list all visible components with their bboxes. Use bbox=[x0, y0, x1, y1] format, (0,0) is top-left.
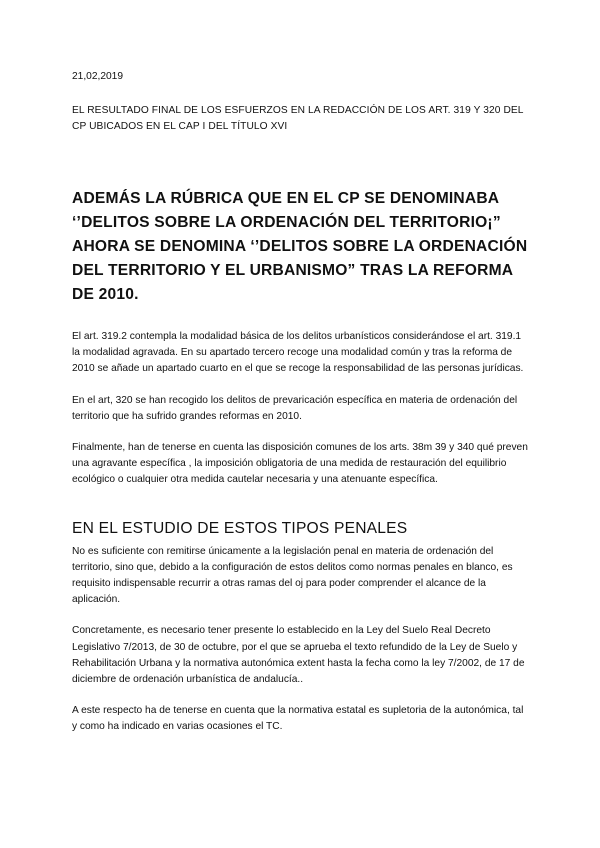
document-subtitle: EL RESULTADO FINAL DE LOS ESFUERZOS EN LA REDACCIÓN DE LOS ART. 319 Y 320 DEL CP UBICADOS EN EL CAP I DEL TÍTULO XVI bbox=[72, 105, 524, 132]
section-heading: EN EL ESTUDIO DE ESTOS TIPOS PENALES bbox=[72, 519, 408, 537]
document-date: 21,02,2019 bbox=[72, 71, 123, 82]
paragraph-art-320: En el art, 320 se han recogido los delitos de prevaricación específica en materia de ordenación del territorio que ha sufrido grandes reformas en 2010. bbox=[72, 394, 518, 422]
document-page bbox=[72, 70, 528, 736]
paragraph-art-319: El art. 319.2 contempla la modalidad básica de los delitos urbanísticos considerándose el art. 319.1 la modalidad agravada. En su apartado tercero recoge una modalidad común y tras la reforma de 2010 se añade un apartado cuarto en el que se recoge la responsabilidad de las personas jurídicas. bbox=[72, 331, 524, 375]
paragraph-disposiciones-comunes: Finalmente, han de tenerse en cuenta las disposición comunes de los arts. 38m 39 y 340 qué preven una agravante específica , la imposición obligatoria de una medida de restauración del equilibrio ecológico o cualquier otra medida cautelar necesaria y una atenuante específica. bbox=[72, 442, 528, 486]
main-heading: ADEMÁS LA RÚBRICA QUE EN EL CP SE DENOMINABA ‘’DELITOS SOBRE LA ORDENACIÓN DEL TERRITORIO¡” AHORA SE DENOMINA ‘’DELITOS SOBRE LA ORDENACIÓN DEL TERRITORIO Y EL URBANISMO” TRAS LA REFORMA DE 2010. bbox=[72, 190, 528, 303]
paragraph-normas-penales-en-blanco: No es suficiente con remitirse únicamente a la legislación penal en materia de ordenación del territorio, sino que, debido a la configuración de estos delitos como normas penales en blanco, es requisito indispensable recurrir a otras ramas del oj para poder comprender el alcance de la aplicación. bbox=[72, 545, 513, 606]
paragraph-normativa-supletoria: A este respecto ha de tenerse en cuenta que la normativa estatal es supletoria de la autonómica, tal y como ha indicado en varias ocasiones el TC. bbox=[72, 705, 524, 733]
paragraph-ley-del-suelo: Concretamente, es necesario tener presente lo establecido en la Ley del Suelo Real Decreto Legislativo 7/2013, de 30 de octubre, por el que se aprueba el texto refundido de la Ley de Suelo y Rehabilitación Urbana y la normativa autonómica extent hasta la fecha como la ley 7/2002, de 17 de diciembre de ordenación urbanística de andalucía.. bbox=[72, 625, 525, 686]
